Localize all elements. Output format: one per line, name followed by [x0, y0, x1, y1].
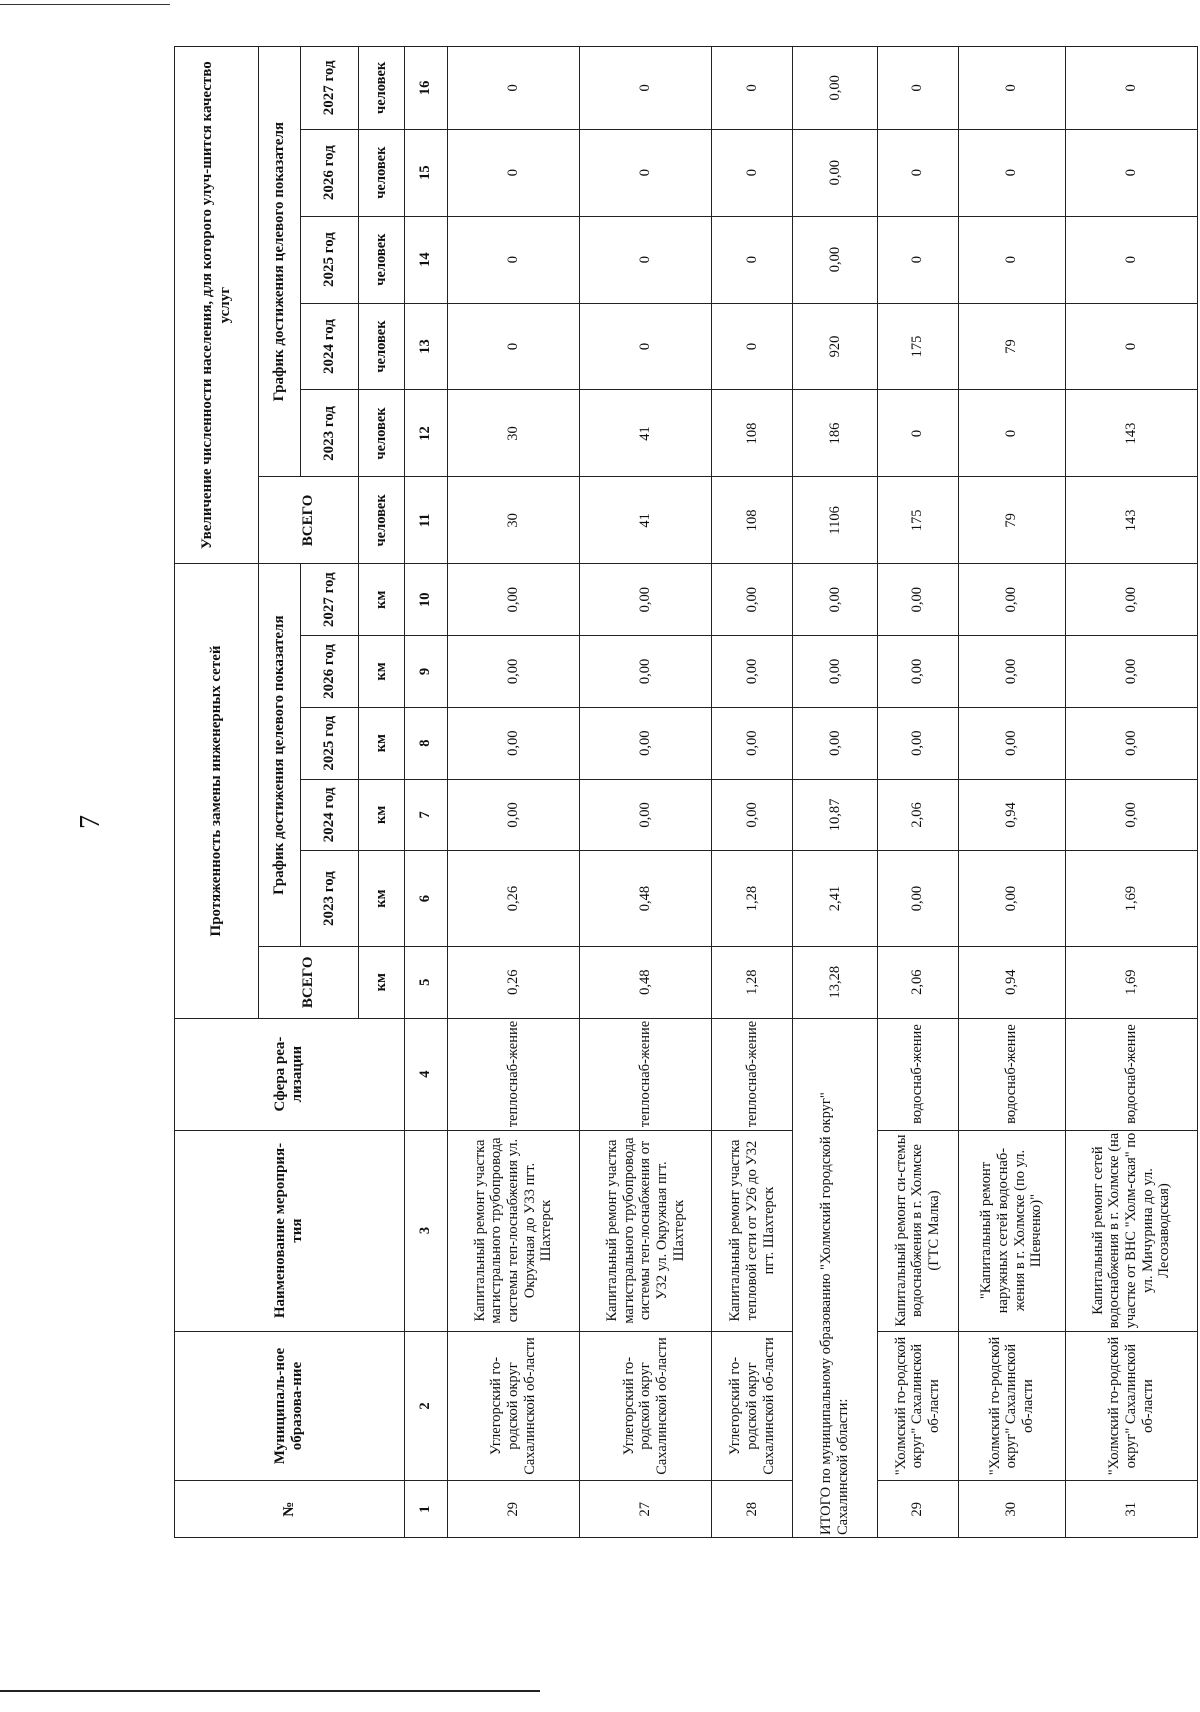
header-2025: 2025 год	[300, 216, 358, 303]
table-row	[712, 47, 793, 1538]
table-cell: "Холмский го-родской округ" Сахалинской об-ласти	[958, 1331, 1065, 1481]
table-cell: 1106	[793, 477, 877, 564]
top-rule	[0, 4, 170, 5]
table-cell: 41	[579, 390, 711, 477]
table-cell: 0	[958, 47, 1065, 130]
table-cell: 0,00	[712, 564, 793, 636]
header-2023: 2023 год	[300, 390, 358, 477]
table-cell: теплоснаб-жение	[712, 1018, 793, 1130]
table-cell: Капитальный ремонт участка тепловой сети от У26 до У32 пгт. Шахтерск	[712, 1130, 793, 1331]
table-cell: 175	[877, 303, 958, 390]
header-2024: 2024 год	[300, 779, 358, 851]
table-cell: 0	[1065, 129, 1197, 216]
header-schedule-people: График достижения целевого показателя	[259, 47, 300, 477]
table-cell: 13,28	[793, 946, 877, 1018]
table-row	[1065, 47, 1197, 1538]
total-label: ИТОГО по муниципальному образованию "Холмский городской округ" Сахалинской области:	[793, 1018, 877, 1537]
table-cell: 0,00	[1065, 707, 1197, 779]
header-municipality: Муниципаль-ное образова-ние	[175, 1331, 405, 1481]
table-cell: 0,00	[877, 851, 958, 947]
table-cell: водоснаб-жение	[1065, 1018, 1197, 1130]
col-number: 13	[404, 303, 447, 390]
table-cell: 0	[1065, 216, 1197, 303]
table-cell: Капитальный ремонт сетей водоснабжения в г. Холмске (на участке от ВНС "Холм-ская" по ул. Мичурина до ул. Лесозаводская)	[1065, 1130, 1197, 1331]
data-table	[174, 46, 1198, 1538]
table-cell: 143	[1065, 390, 1197, 477]
table-cell: 30	[958, 1481, 1065, 1538]
col-number: 6	[404, 851, 447, 947]
table-cell: 0	[1065, 47, 1197, 130]
header-event: Наименование мероприя-тия	[175, 1130, 405, 1331]
table-cell: 920	[793, 303, 877, 390]
table-cell: 29	[447, 1481, 579, 1538]
header-no: №	[175, 1481, 405, 1538]
table-row	[877, 47, 958, 1538]
col-number: 4	[404, 1018, 447, 1130]
table-cell: 0	[712, 47, 793, 130]
table-cell: 0,00	[877, 564, 958, 636]
table-cell: 108	[712, 477, 793, 564]
table-cell: Углегорский го-родской округ Сахалинской об-ласти	[579, 1331, 711, 1481]
col-number: 2	[404, 1331, 447, 1481]
table-cell: 0,00	[447, 707, 579, 779]
table-cell: 0	[712, 129, 793, 216]
table-cell: 0	[447, 47, 579, 130]
header-2024: 2024 год	[300, 303, 358, 390]
table-cell: 0,00	[579, 707, 711, 779]
table-cell: Углегорский го-родской округ Сахалинской об-ласти	[447, 1331, 579, 1481]
unit-km: км	[358, 564, 404, 636]
table-cell: 0	[447, 303, 579, 390]
scan-edge-line	[0, 1690, 540, 1692]
table-cell: 10,87	[793, 779, 877, 851]
unit-km: км	[358, 636, 404, 708]
table-cell: 0,00	[793, 564, 877, 636]
rows-group-2	[877, 47, 1197, 1538]
rows-group-1	[447, 47, 793, 1538]
col-number: 15	[404, 129, 447, 216]
header-2026: 2026 год	[300, 129, 358, 216]
rotated-table-wrapper	[174, 46, 1198, 1538]
table-cell: 0	[877, 390, 958, 477]
table-cell: 31	[1065, 1481, 1197, 1538]
table-cell: 0	[712, 216, 793, 303]
table-cell: 0,00	[447, 564, 579, 636]
table-cell: 0	[447, 216, 579, 303]
table-cell: 0,00	[958, 636, 1065, 708]
col-number: 8	[404, 707, 447, 779]
table-cell: 79	[958, 477, 1065, 564]
unit-people: человек	[358, 216, 404, 303]
table-cell: 0,00	[447, 636, 579, 708]
table-cell: 41	[579, 477, 711, 564]
unit-km: км	[358, 707, 404, 779]
table-cell: 0,00	[447, 779, 579, 851]
table-cell: 0,00	[1065, 779, 1197, 851]
table-cell: 0,00	[877, 707, 958, 779]
table-cell: Углегорский го-родской округ Сахалинской об-ласти	[712, 1331, 793, 1481]
table-cell: 1,28	[712, 946, 793, 1018]
table-cell: водоснаб-жение	[958, 1018, 1065, 1130]
table-cell: 0,00	[712, 636, 793, 708]
table-cell: 143	[1065, 477, 1197, 564]
table-cell: 0,00	[793, 707, 877, 779]
col-number: 14	[404, 216, 447, 303]
table-cell: 0	[579, 303, 711, 390]
table-cell: 0,00	[712, 707, 793, 779]
total-row	[793, 47, 877, 1538]
table-cell: 1,28	[712, 851, 793, 947]
table-cell: водоснаб-жение	[877, 1018, 958, 1130]
table-cell: теплоснаб-жение	[447, 1018, 579, 1130]
table-cell: 29	[877, 1481, 958, 1538]
table-row	[579, 47, 711, 1538]
table-cell: 0,00	[579, 779, 711, 851]
col-number: 1	[404, 1481, 447, 1538]
table-cell: 2,06	[877, 779, 958, 851]
table-row	[958, 47, 1065, 1538]
table-cell: 2,06	[877, 946, 958, 1018]
col-number: 12	[404, 390, 447, 477]
table-cell: 0	[579, 47, 711, 130]
col-number: 7	[404, 779, 447, 851]
table-cell: 0,00	[793, 216, 877, 303]
table-cell: 0,26	[447, 946, 579, 1018]
table-cell: 0	[877, 129, 958, 216]
table-cell: "Холмский го-родской округ" Сахалинской об-ласти	[1065, 1331, 1197, 1481]
table-cell: Капитальный ремонт участка магистрального трубопровода системы теп-лоснабжения от У32 ул. Окружная пгт. Шахтерск	[579, 1130, 711, 1331]
table-cell: 0	[579, 216, 711, 303]
table-cell: 186	[793, 390, 877, 477]
table-row	[447, 47, 579, 1538]
table-cell: 1,69	[1065, 946, 1197, 1018]
table-cell: теплоснаб-жение	[579, 1018, 711, 1130]
table-cell: 0,00	[712, 779, 793, 851]
table-cell: 0,00	[958, 707, 1065, 779]
unit-km: км	[358, 851, 404, 947]
table-cell: 0,00	[1065, 564, 1197, 636]
table-cell: 30	[447, 477, 579, 564]
table-cell: 0,00	[793, 636, 877, 708]
table-cell: 30	[447, 390, 579, 477]
col-number: 9	[404, 636, 447, 708]
table-cell: Капитальный ремонт участка магистрального трубопровода системы теп-лоснабжения ул. Окружная до У33 пгт. Шахтерск	[447, 1130, 579, 1331]
unit-km: км	[358, 946, 404, 1018]
table-cell: 0,00	[793, 47, 877, 130]
col-number: 11	[404, 477, 447, 564]
table-cell: 0	[447, 129, 579, 216]
header-2023: 2023 год	[300, 851, 358, 947]
table-cell: 0,94	[958, 946, 1065, 1018]
unit-km: км	[358, 779, 404, 851]
table-cell: 0,00	[579, 564, 711, 636]
table-cell: 0,48	[579, 851, 711, 947]
table-cell: 0,00	[877, 636, 958, 708]
table-cell: 1,69	[1065, 851, 1197, 947]
header-sphere: Сфера реа-лизации	[175, 1018, 405, 1130]
header-2025: 2025 год	[300, 707, 358, 779]
table-cell: 0	[1065, 303, 1197, 390]
table-cell: 0	[712, 303, 793, 390]
header-2026: 2026 год	[300, 636, 358, 708]
table-cell: 175	[877, 477, 958, 564]
header-schedule-km: График достижения целевого показателя	[259, 564, 300, 947]
col-number: 5	[404, 946, 447, 1018]
table-cell: 79	[958, 303, 1065, 390]
table-cell: 0,00	[958, 564, 1065, 636]
page-number: 7	[75, 815, 106, 829]
header-2027: 2027 год	[300, 564, 358, 636]
table-cell: "Холмский го-родской округ" Сахалинской об-ласти	[877, 1331, 958, 1481]
unit-people: человек	[358, 129, 404, 216]
col-number: 3	[404, 1130, 447, 1331]
header-2027: 2027 год	[300, 47, 358, 130]
col-number: 10	[404, 564, 447, 636]
header-total-km: ВСЕГО	[259, 946, 359, 1018]
header-population-group: Увеличение численности населения, для которого улуч-шится качество услуг	[175, 47, 259, 564]
table-cell: 0,94	[958, 779, 1065, 851]
table-cell: 0,00	[579, 636, 711, 708]
table-cell: 0	[958, 390, 1065, 477]
table-cell: 27	[579, 1481, 711, 1538]
table-cell: 0,26	[447, 851, 579, 947]
table-cell: 108	[712, 390, 793, 477]
unit-people: человек	[358, 477, 404, 564]
table-cell: 0	[579, 129, 711, 216]
col-number: 16	[404, 47, 447, 130]
table-cell: 0,48	[579, 946, 711, 1018]
table-cell: 0	[877, 216, 958, 303]
table-cell: 0,00	[1065, 636, 1197, 708]
header-network-group: Протяженность замены инженерных сетей	[175, 564, 259, 1018]
table-cell: 0	[958, 216, 1065, 303]
table-cell: 0	[877, 47, 958, 130]
unit-people: человек	[358, 390, 404, 477]
table-cell: 0	[958, 129, 1065, 216]
table-cell: "Капитальный ремонт наружных сетей водоснаб-жения в г. Холмске (по ул. Шевченко)"	[958, 1130, 1065, 1331]
header-total-people: ВСЕГО	[259, 477, 359, 564]
table-cell: 28	[712, 1481, 793, 1538]
table-cell: 0,00	[958, 851, 1065, 947]
table-cell: 0,00	[793, 129, 877, 216]
table-cell: 2,41	[793, 851, 877, 947]
table-cell: Капитальный ремонт си-стемы водоснабжения в г. Холмске (ГТС Малка)	[877, 1130, 958, 1331]
unit-people: человек	[358, 303, 404, 390]
unit-people: человек	[358, 47, 404, 130]
